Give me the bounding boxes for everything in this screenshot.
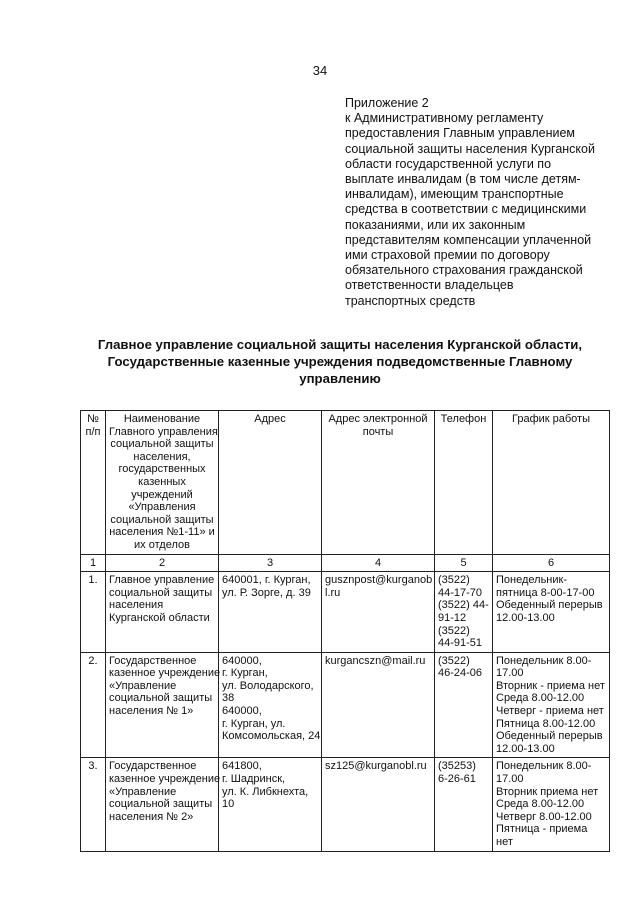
row-number: 2. <box>81 652 106 758</box>
header-email <box>322 411 435 555</box>
institution-name <box>106 758 219 851</box>
institution-email <box>322 572 435 653</box>
text-line: Пятница - приема <box>496 823 588 836</box>
text-line: Адрес электронной <box>328 413 428 425</box>
text-line: Среда 8.00-12.00 <box>496 798 585 811</box>
text-line: населения №1-11» и <box>109 526 215 539</box>
text-line: социальной защиты населения Курганской <box>345 141 595 156</box>
text-line: (35253) <box>438 760 476 773</box>
text-line: почты <box>362 425 394 438</box>
institution-address <box>219 758 322 851</box>
text-line: Обеденный перерыв <box>496 730 603 743</box>
text-line: Вторник - приема нет <box>496 679 605 692</box>
column-number: 6 <box>493 554 610 572</box>
text-line: Курганской области <box>109 611 210 624</box>
text-line: l.ru <box>325 586 341 599</box>
header-phone <box>435 411 493 555</box>
text-line: ул. Володарского, <box>222 679 314 692</box>
header-address <box>219 411 322 555</box>
text-line: (3522) 44- <box>438 599 489 612</box>
text-line: 640000, <box>222 654 262 667</box>
text-line: средства в соответствии с медицинскими <box>345 202 587 217</box>
header-number <box>81 411 106 555</box>
text-line: государственных <box>118 463 206 476</box>
table-row <box>81 652 610 758</box>
appendix-note <box>345 96 615 309</box>
institution-phone <box>435 572 493 653</box>
text-line: нет <box>496 836 513 848</box>
text-line: Обеденный перерыв <box>496 599 603 612</box>
text-line: ул. Р. Зорге, д. 39 <box>222 586 311 599</box>
text-line: 640001, г. Курган, <box>222 574 311 587</box>
text-line: социальной защиты <box>109 692 213 705</box>
text-line: sz125@kurganobl.ru <box>325 760 427 773</box>
text-line: к Административному регламенту <box>345 111 544 126</box>
text-line: 6-26-61 <box>438 773 476 786</box>
text-line: 640000, <box>222 705 262 718</box>
text-line: График работы <box>512 413 590 425</box>
institutions-table <box>80 410 610 852</box>
text-line: kurgancszn@mail.ru <box>325 654 426 667</box>
text-line: Пятница 8.00-12.00 <box>496 717 596 730</box>
text-line: социальной защиты <box>109 798 213 811</box>
text-line: «Управление <box>109 679 177 692</box>
text-line: 91-12 <box>438 611 467 624</box>
institution-phone <box>435 758 493 851</box>
text-line: социальной защиты <box>109 586 213 599</box>
text-line: ответственности владельцев <box>345 278 514 293</box>
text-line: предоставления Главным управлением <box>345 126 576 141</box>
text-line: показаниями, или их законным <box>345 217 526 232</box>
text-line: ул. К. Либкнехта, <box>222 785 309 798</box>
text-line: г. Курган, ул. <box>222 717 286 730</box>
institution-schedule <box>493 572 610 653</box>
institution-address <box>219 652 322 758</box>
text-line: Адрес <box>254 413 286 425</box>
row-number: 3. <box>81 758 106 851</box>
text-line: 17.00 <box>496 667 524 680</box>
text-line: gusznpost@kurganob <box>325 574 433 587</box>
text-line: их отделов <box>134 538 190 551</box>
text-line: области государственной услуги по <box>345 156 552 171</box>
text-line: населения № 2» <box>109 810 194 823</box>
text-line: 44-91-51 <box>438 637 483 650</box>
text-line: казенное учреждение <box>109 667 221 680</box>
column-number: 3 <box>219 554 322 572</box>
text-line: 46-24-06 <box>438 667 483 680</box>
institution-email <box>322 652 435 758</box>
institution-email <box>322 758 435 851</box>
text-line: выплате инвалидам (в том числе детям- <box>345 172 581 187</box>
text-line: транспортных средств <box>345 293 476 308</box>
column-number: 4 <box>322 554 435 572</box>
text-line: казенных <box>138 475 186 488</box>
text-line: (3522) <box>438 574 470 587</box>
text-line: Вторник приема нет <box>496 785 599 798</box>
text-line: Приложение 2 <box>345 96 429 110</box>
column-number: 5 <box>435 554 493 572</box>
text-line: г. Шадринск, <box>222 773 286 786</box>
column-number-row <box>81 554 610 572</box>
row-number: 1. <box>81 572 106 653</box>
table-row <box>81 572 610 653</box>
table-row <box>81 758 610 851</box>
header-name <box>106 411 219 555</box>
text-line: Государственные казенные учреждения подведомственные Главному <box>107 354 573 369</box>
table-header-row <box>81 411 610 555</box>
text-line: населения, <box>133 450 191 463</box>
text-line: (3522) <box>438 624 470 637</box>
text-line: Телефон <box>440 413 487 425</box>
text-line: представителям компенсации уплаченной <box>345 232 592 247</box>
text-line: управлению <box>299 371 381 386</box>
page-number: 34 <box>312 63 328 78</box>
column-number: 2 <box>106 554 219 572</box>
text-line: 44-17-70 <box>438 586 483 599</box>
text-line: инвалидам), имеющим транспортные <box>345 187 564 202</box>
institution-schedule <box>493 652 610 758</box>
document-heading <box>90 336 590 387</box>
text-line: Среда 8.00-12.00 <box>496 692 585 705</box>
text-line: Понедельник- <box>496 574 567 587</box>
text-line: Понедельник 8.00- <box>496 760 592 773</box>
institution-address <box>219 572 322 653</box>
text-line: Четверг 8.00-12.00 <box>496 810 592 823</box>
text-line: учреждений <box>131 488 193 501</box>
institution-name <box>106 572 219 653</box>
text-line: Главного управления <box>109 425 218 438</box>
text-line: № <box>87 413 99 425</box>
text-line: 12.00-13.00 <box>496 611 555 624</box>
text-line: обязательного страхования гражданской <box>345 263 583 278</box>
header-schedule <box>493 411 610 555</box>
text-line: пятница 8-00-17-00 <box>496 586 595 599</box>
text-line: Наименование <box>123 413 201 425</box>
text-line: Комсомольская, 24 <box>222 730 321 743</box>
text-line: «Управление <box>109 785 177 798</box>
institution-phone <box>435 652 493 758</box>
text-line: Главное управление социальной защиты населения Курганской области, <box>97 337 583 352</box>
text-line: социальной защиты <box>110 438 214 451</box>
text-line: 12.00-13.00 <box>496 742 555 755</box>
text-line: населения № 1» <box>109 705 194 718</box>
text-line: 38 <box>222 692 235 705</box>
text-line: ими страховой премии по договору <box>345 248 550 263</box>
institution-name <box>106 652 219 758</box>
text-line: Понедельник 8.00- <box>496 654 592 667</box>
text-line: Четверг - приема нет <box>496 705 604 718</box>
text-line: населения <box>109 599 164 612</box>
text-line: Государственное <box>109 760 197 773</box>
institution-schedule <box>493 758 610 851</box>
column-number: 1 <box>81 554 106 572</box>
text-line: «Управления <box>128 501 196 514</box>
text-line: п/п <box>85 425 101 438</box>
text-line: 641800, <box>222 760 262 773</box>
text-line: г. Курган, <box>222 667 268 680</box>
text-line: 17.00 <box>496 773 524 786</box>
text-line: (3522) <box>438 654 470 667</box>
text-line: казенное учреждение <box>109 773 221 786</box>
text-line: социальной защиты <box>110 513 214 526</box>
text-line: Государственное <box>109 654 197 667</box>
text-line: Главное управление <box>109 574 215 587</box>
text-line: 10 <box>222 798 235 811</box>
